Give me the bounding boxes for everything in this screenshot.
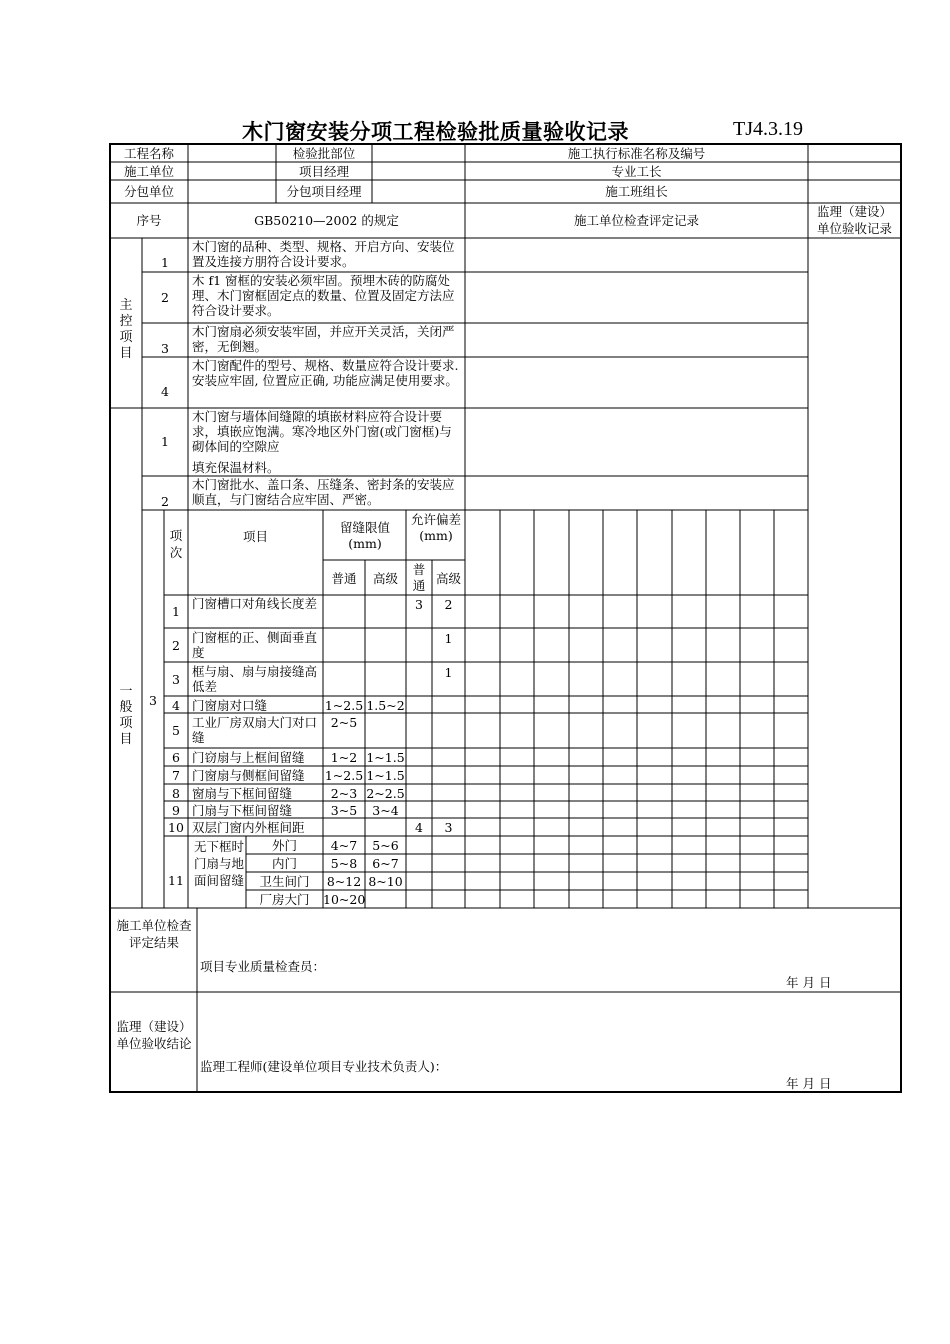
main-item-no: 3 xyxy=(161,341,169,356)
row11-gap-normal: 4~7 xyxy=(330,838,358,853)
row11-gap-normal: 5~8 xyxy=(330,856,358,871)
form-code: TJ4.3.19 xyxy=(733,118,803,140)
sub-header-tol: 允许偏差(mm) xyxy=(410,512,461,543)
row-gap-normal: 1~2.5 xyxy=(324,768,364,783)
general-item-no: 1 xyxy=(161,434,169,449)
row-item: 门窗扇与侧框间留缝 xyxy=(192,768,305,783)
label-specialist: 专业工长 xyxy=(611,164,662,179)
row-item: 门窗框的正、侧面垂直度 xyxy=(192,630,318,660)
col-check: 施工单位检查评定记录 xyxy=(573,213,699,228)
sub-header-index: 项次 xyxy=(169,528,183,560)
row-item: 门窗扇对口缝 xyxy=(192,698,268,713)
row-tol-high: 2 xyxy=(444,597,453,612)
row-gap-normal: 3~5 xyxy=(330,803,358,818)
construction-result-label: 施工单位检查评定结果 xyxy=(116,918,192,950)
row11-gap-normal: 10~20 xyxy=(323,892,366,907)
row-no: 10 xyxy=(168,820,184,835)
main-item-text: 木门窗配件的型号、规格、数量应符合设计要求. 安装应牢固, 位置应正确, 功能应满足使用要求。 xyxy=(192,358,459,388)
row-item: 窗扇与下框间留缝 xyxy=(192,786,293,801)
label-inspection-part: 检验批部位 xyxy=(292,146,356,161)
row-gap-normal: 2~5 xyxy=(330,715,358,730)
supervisor-result-label: 监理（建设）单位验收结论 xyxy=(116,1019,192,1051)
row-no: 2 xyxy=(172,638,180,653)
sub-header-normal: 普通 xyxy=(331,571,357,586)
row11-sub-name: 厂房大门 xyxy=(259,892,310,907)
label-project-manager: 项目经理 xyxy=(298,164,349,179)
col-seq: 序号 xyxy=(136,213,162,228)
row-item: 门扇与下框间留缝 xyxy=(192,803,293,818)
label-project-name: 工程名称 xyxy=(123,146,174,161)
row11-sub-name: 外门 xyxy=(271,838,297,853)
label-sub-manager: 分包项目经理 xyxy=(286,184,362,199)
row-no: 8 xyxy=(172,786,180,801)
row-tol-normal: 4 xyxy=(415,820,423,835)
sub-header-high-tol: 高级 xyxy=(435,571,461,586)
general-item-text: 木门窗批水、盖口条、压缝条、密封条的安装应顺直，与门窗结合应牢固、严密。 xyxy=(192,477,455,507)
general-item-no: 2 xyxy=(161,494,169,509)
row-no: 1 xyxy=(172,604,180,619)
row-gap-normal: 1~2 xyxy=(330,750,358,765)
sub-header-item: 项目 xyxy=(242,529,268,544)
row-gap-high: 1~1.5 xyxy=(366,750,405,765)
sub-header-gap: 留缝限值(mm) xyxy=(339,520,390,551)
row-item: 门窃扇与上框间留缝 xyxy=(192,750,305,765)
label-team-leader: 施工班组长 xyxy=(605,184,668,199)
main-item-text: 木门窗扇必须安装牢固，并应开关灵活，关闭严密，无倒翘。 xyxy=(192,324,455,354)
row-no: 3 xyxy=(172,672,180,687)
row11-sub-name: 内门 xyxy=(271,856,297,871)
row-gap-high: 1.5~2 xyxy=(366,698,405,713)
row-no: 9 xyxy=(172,803,180,818)
main-item-no: 1 xyxy=(161,255,169,270)
row-no: 6 xyxy=(172,750,180,765)
label-subcontractor: 分包单位 xyxy=(123,184,174,199)
date-1: 年 月 日 xyxy=(786,975,832,990)
row-gap-normal: 2~3 xyxy=(330,786,358,801)
main-item-text: 木 f1 窗框的安装必须牢固。预埋木砖的防腐处理、木门窗框固定点的数量、位置及固定方法应符合设计要求。 xyxy=(192,273,455,318)
row-gap-high: 1~1.5 xyxy=(366,768,405,783)
label-construction-unit: 施工单位 xyxy=(123,164,174,179)
label-standard: 施工执行标准名称及编号 xyxy=(567,146,706,161)
sub-header-normal-tol: 普通 xyxy=(412,562,426,593)
general-label: 一般项目 xyxy=(119,684,133,747)
row11-label: 无下框时门扇与地面间留缝 xyxy=(194,839,245,888)
row-tol-high: 1 xyxy=(444,631,453,646)
main-item-text: 木门窗的品种、类型、规格、开启方向、安装位置及连接方朋符合设计要求。 xyxy=(192,239,455,269)
row-gap-normal: 1~2.5 xyxy=(324,698,364,713)
col-supervisor-2: 单位验收记录 xyxy=(816,221,892,236)
row-no: 7 xyxy=(172,768,180,783)
row-gap-high: 2~2.5 xyxy=(366,786,405,801)
sub-header-high: 高级 xyxy=(372,571,398,586)
date-2: 年 月 日 xyxy=(786,1076,832,1091)
general-item-text: 木门窗与墙体间缝隙的填嵌材料应符合设计要求，填嵌应饱满。寒冷地区外门窗(或门窗框)与砌体间的空隙应 xyxy=(192,409,452,454)
row-item: 框与扇、扇与扇接缝高低差 xyxy=(192,664,318,694)
row-item: 工业厂房双扇大门对口缝 xyxy=(192,715,318,745)
row11-gap-high: 8~10 xyxy=(368,874,403,889)
row-tol-high: 3 xyxy=(444,820,453,835)
row-item: 双层门窗内外框间距 xyxy=(192,820,305,835)
row-gap-high: 3~4 xyxy=(372,803,399,818)
row11-gap-normal: 8~12 xyxy=(326,874,362,889)
main-item-no: 2 xyxy=(161,290,169,305)
main-control-label: 主控项目 xyxy=(119,298,133,361)
row-no: 4 xyxy=(172,698,180,713)
row-no: 11 xyxy=(168,873,184,888)
col-supervisor-1: 监理（建设） xyxy=(816,204,892,219)
engineer-label: 监理工程师(建设单位项目专业技术负责人)： xyxy=(200,1059,448,1074)
row11-gap-high: 5~6 xyxy=(372,838,399,853)
main-item-no: 4 xyxy=(161,384,169,399)
row-no: 5 xyxy=(172,723,180,738)
col-spec: GB50210—2002 的规定 xyxy=(254,213,399,228)
row11-sub-name: 卫生间门 xyxy=(259,874,310,889)
row-tol-normal: 3 xyxy=(415,597,423,612)
form-title: 木门窗安装分项工程检验批质量验收记录 xyxy=(242,119,629,144)
general-group-no: 3 xyxy=(149,693,157,708)
row-item: 门窗槽口对角线长度差 xyxy=(192,596,318,611)
general-item-text-2: 填充保温材料。 xyxy=(192,460,280,475)
row11-gap-high: 6~7 xyxy=(372,856,399,871)
inspector-label: 项目专业质量检查员： xyxy=(200,959,326,974)
row-tol-high: 1 xyxy=(444,665,453,680)
